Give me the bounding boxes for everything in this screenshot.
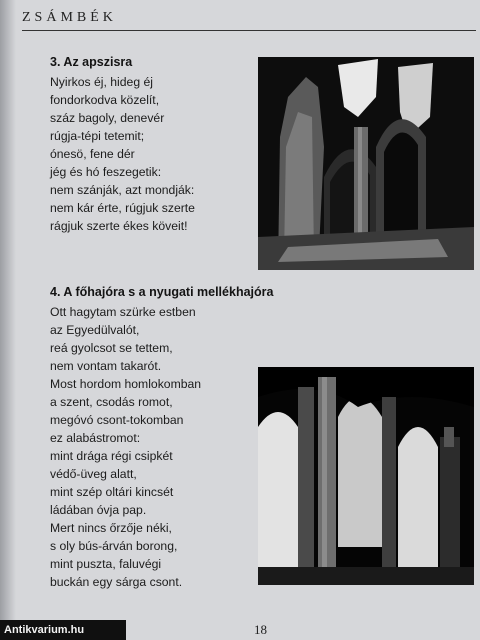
ruin-apse-photo xyxy=(258,57,474,270)
page-gutter-shadow xyxy=(0,0,16,640)
poem-line: mint drága régi csipkét xyxy=(50,449,173,463)
poem-line: jég és hó feszegetik: xyxy=(50,165,162,179)
poem-line: rúgja-tépi tetemit; xyxy=(50,129,145,143)
poem-line: ládában óvja pap. xyxy=(50,503,147,517)
poem-line: védő-üveg alatt, xyxy=(50,467,137,481)
poem-line: nem kár érte, rúgjuk szerte xyxy=(50,201,195,215)
poem-line: Mert nincs őrzője néki, xyxy=(50,521,172,535)
poem-line: buckán egy sárga csont. xyxy=(50,575,183,589)
poem-line: megóvó csont-tokomban xyxy=(50,413,184,427)
poem-line: az Egyedülvalót, xyxy=(50,323,140,337)
poem-nave xyxy=(50,303,201,591)
poem-apse xyxy=(50,73,195,235)
poem-line: a szent, csodás romot, xyxy=(50,395,173,409)
page-number: 18 xyxy=(254,622,267,637)
watermark-label: Antikvarium.hu xyxy=(0,620,126,640)
ruin-nave-photo xyxy=(258,367,474,585)
section-heading-nave: 4. A főhajóra s a nyugati mellékhajóra xyxy=(50,285,274,299)
poem-line: nem szánják, azt mondják: xyxy=(50,183,195,197)
poem-line: mint szép oltári kincsét xyxy=(50,485,174,499)
poem-line: száz bagoly, denevér xyxy=(50,111,165,125)
running-header-title: ZSÁMBÉK xyxy=(22,10,117,25)
poem-line: Nyirkos éj, hideg éj xyxy=(50,75,153,89)
poem-line: ez alabástromot: xyxy=(50,431,141,445)
poem-line: ónesö, fene dér xyxy=(50,147,135,161)
poem-line: mint puszta, faluvégi xyxy=(50,557,162,571)
poem-line: nem vontam takarót. xyxy=(50,359,162,373)
poem-line: Ott hagytam szürke estben xyxy=(50,305,196,319)
poem-line: fondorkodva közelít, xyxy=(50,93,160,107)
poem-line: s oly bús-árván borong, xyxy=(50,539,178,553)
section-heading-apse: 3. Az apszisra xyxy=(50,55,133,69)
poem-line: reá gyolcsot se tettem, xyxy=(50,341,173,355)
poem-line: Most hordom homlokomban xyxy=(50,377,202,391)
header-divider xyxy=(22,30,476,31)
poem-line: rágjuk szerte ékes köveit! xyxy=(50,219,188,233)
